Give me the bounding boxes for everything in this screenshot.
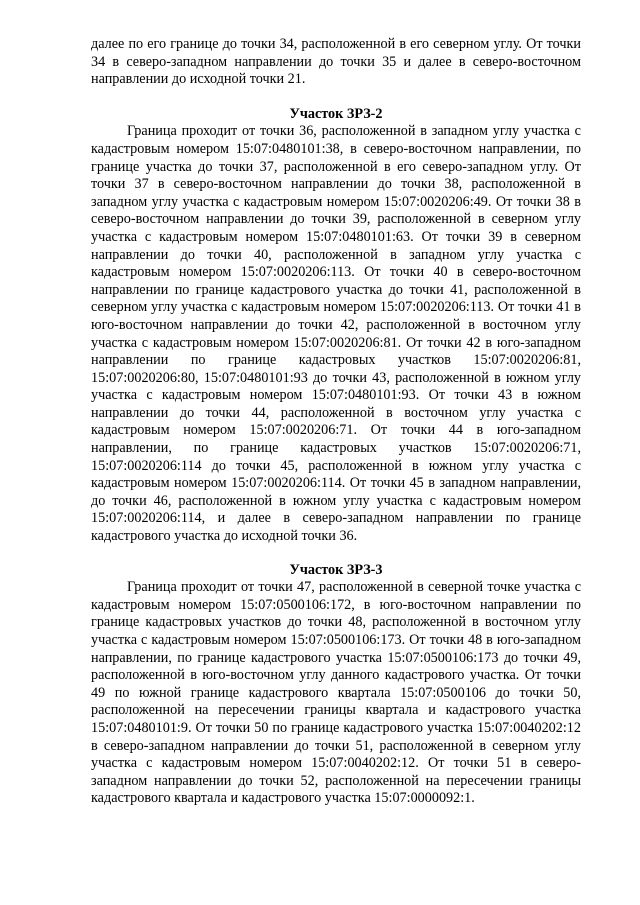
section-text-zrz-3: Граница проходит от точки 47, расположенной в северной точке участка с кадастровым номером 15:07:0500106:172, в юго-восточном направлении по границе кадастровых участков до точки 48, расположенной в восточном углу участка с кадастровым номером 15:07:0500106:173. От точки 48 в юго-западном направлении, по границе кадастрового участка 15:07:0500106:173 до точки 49, расположенной в юго-восточном углу данного кадастрового участка. От точки 49 по южной границе кадастрового квартала 15:07:0500106 до точки 50, расположенной на пересечении границы квартала и кадастрового участка 15:07:0480101:9. От точки 50 по границе кадастрового участка 15:07:0040202:12 в северо-западном направлении до точки 51, расположенной в северном углу участка с кадастровым номером 15:07:0040202:12. От точки 51 в северо-западном направлении до точки 52, расположенной на пересечении границы кадастрового квартала и кадастрового участка 15:07:0000092:1. <box>91 579 581 807</box>
section-heading-zrz-2: Участок ЗРЗ-2 <box>289 105 383 122</box>
section-text-zrz-2: Граница проходит от точки 36, расположенной в западном углу участка с кадастровым номером 15:07:0480101:38, в северо-восточном направлении, по границе участка до точки 37, расположенной в его северо-западном углу. От точки 37 в северо-восточном направлении до точки 38, расположенной в западном углу участка с кадастровым номером 15:07:0020206:49. От точки 38 в северо-восточном направлении до точки 39, расположенной в северном углу участка с кадастровым номером 15:07:0480101:63. От точки 39 в северном направлении до точки 40, расположенной в западном углу участка с кадастровым номером 15:07:0020206:113. От точки 40 в северо-восточном направлении по границе кадастрового участка до точки 41, расположенной в северном углу участка с кадастровым номером 15:07:0020206:113. От точки 41 в юго-восточном направлении до точки 42, расположенной в восточном углу участка с кадастровым номером 15:07:0020206:81. От точки 42 в юго-западном направлении по границе кадастровых участков 15:07:0020206:81, 15:07:0020206:80, 15:07:0480101:93 до точки 43, расположенной в южном углу участка с кадастровым номером 15:07:0480101:93. От точки 43 в южном направлении до точки 44, расположенной в восточном углу участка с кадастровым номером 15:07:0020206:71. От точки 44 в юго-западном направлении, по границе кадастровых участков 15:07:0020206:71, 15:07:0020206:114 до точки 45, расположенной в южном углу участка с кадастровым номером 15:07:0020206:114. От точки 45 в западном направлении, до точки 46, расположенной в южном углу участка с кадастровым номером 15:07:0020206:114, и далее в северо-западном направлении по границе кадастрового участка до исходной точки 36. <box>91 123 581 545</box>
document-body <box>91 36 581 808</box>
section-heading-zrz-3: Участок ЗРЗ-3 <box>289 561 383 578</box>
intro-paragraph: далее по его границе до точки 34, расположенной в его северном углу. От точки 34 в северо-западном направлении до точки 35 и далее в северо-восточном направлении до исходной точки 21. <box>91 36 581 88</box>
